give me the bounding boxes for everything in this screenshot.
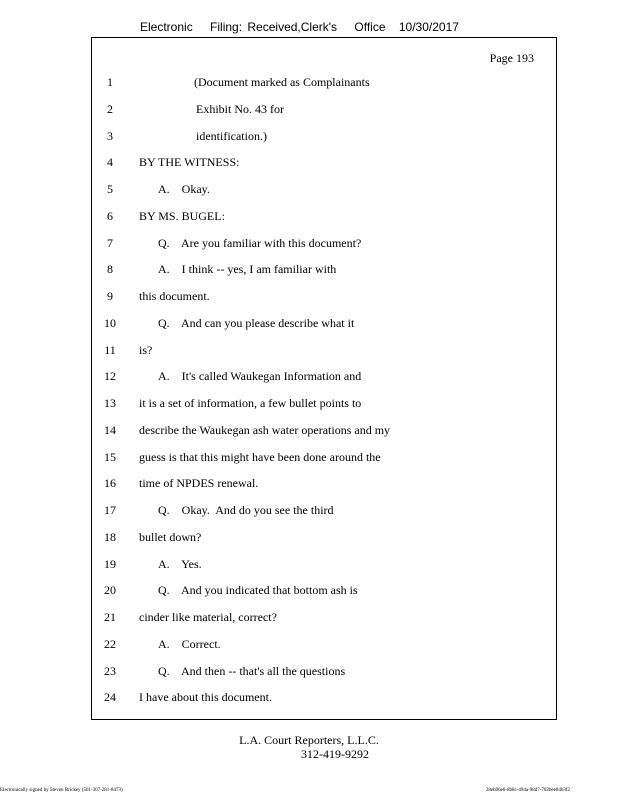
line-text: A. I think -- yes, I am familiar with xyxy=(158,262,337,277)
line-number: 6 xyxy=(107,208,113,223)
line-number: 16 xyxy=(104,476,116,491)
line-text: I have about this document. xyxy=(139,690,272,705)
line-text: is? xyxy=(139,342,153,357)
transcript-line xyxy=(92,75,556,95)
line-text: Exhibit No. 43 for xyxy=(196,101,284,116)
transcript-line xyxy=(92,690,556,710)
line-text: cinder like material, correct? xyxy=(139,610,277,624)
transcript-line xyxy=(92,369,556,389)
transcript-page xyxy=(91,37,557,720)
line-number: 11 xyxy=(104,342,116,357)
transcript-line xyxy=(92,129,556,149)
line-number: 14 xyxy=(104,422,116,437)
transcript-line xyxy=(92,450,556,470)
transcript-line xyxy=(92,610,556,630)
line-text: A. Correct. xyxy=(158,636,221,651)
transcript-line xyxy=(92,664,556,684)
line-text: bullet down? xyxy=(139,529,202,544)
line-text: BY MS. BUGEL: xyxy=(139,208,225,223)
filing-stamp-header xyxy=(140,20,459,34)
footer-company: L.A. Court Reporters, L.L.C. xyxy=(239,733,379,747)
line-number: 3 xyxy=(107,128,113,143)
line-number: 9 xyxy=(107,289,113,303)
line-number: 23 xyxy=(104,663,116,678)
transcript-line xyxy=(92,476,556,496)
header-filing: Filing: xyxy=(210,20,243,34)
line-number: 22 xyxy=(104,636,116,651)
transcript-line xyxy=(92,343,556,363)
signature-left: Electronically signed by Steven Brickey (501-307-281-8473) xyxy=(0,788,123,793)
transcript-line xyxy=(92,102,556,122)
line-text: describe the Waukegan ash water operations and my xyxy=(139,422,391,437)
header-date: 10/30/2017 xyxy=(398,20,459,34)
line-number: 8 xyxy=(107,262,113,277)
signature-right: 28eb96e6-8b8c-494a-98d7-702bee84b3f2 xyxy=(485,788,570,793)
header-electronic: Electronic xyxy=(140,20,193,34)
line-text: identification.) xyxy=(196,128,267,143)
line-number: 4 xyxy=(107,155,113,170)
footer-phone: 312-419-9292 xyxy=(301,747,369,761)
line-number: 10 xyxy=(104,315,116,330)
transcript-line xyxy=(92,289,556,309)
transcript-line xyxy=(92,503,556,523)
transcript-line xyxy=(92,182,556,202)
line-text: Q. And then -- that's all the questions xyxy=(158,663,346,678)
line-text: guess is that this might have been done around the xyxy=(139,449,381,464)
transcript-line xyxy=(92,583,556,603)
line-text: (Document marked as Complainants xyxy=(194,75,370,89)
line-number: 2 xyxy=(107,101,113,116)
line-text: A. Okay. xyxy=(158,182,210,196)
transcript-line xyxy=(92,637,556,657)
transcript-line xyxy=(92,236,556,256)
transcript-line xyxy=(92,316,556,336)
transcript-line xyxy=(92,557,556,577)
line-text: time of NPDES renewal. xyxy=(139,476,259,491)
page-number: Page 193 xyxy=(489,51,534,65)
line-number: 13 xyxy=(104,396,116,410)
transcript-line xyxy=(92,423,556,443)
line-number: 19 xyxy=(104,556,116,571)
transcript-line xyxy=(92,396,556,416)
line-text: A. It's called Waukegan Information and xyxy=(158,369,362,384)
line-number: 20 xyxy=(104,583,116,598)
line-number: 12 xyxy=(104,369,116,384)
line-number: 17 xyxy=(104,503,116,517)
line-number: 7 xyxy=(107,235,113,250)
transcript-line xyxy=(92,209,556,229)
line-number: 15 xyxy=(104,449,116,464)
line-number: 5 xyxy=(107,182,113,196)
transcript-line xyxy=(92,262,556,282)
line-number: 18 xyxy=(104,529,116,544)
line-number: 21 xyxy=(104,610,116,624)
header-received: Received,Clerk's xyxy=(247,20,338,34)
line-number: 1 xyxy=(107,75,113,89)
line-text: BY THE WITNESS: xyxy=(139,155,240,170)
line-text: this document. xyxy=(139,289,210,303)
line-text: A. Yes. xyxy=(158,556,202,571)
line-text: Q. Okay. And do you see the third xyxy=(158,503,334,517)
transcript-line xyxy=(92,155,556,175)
transcript-line xyxy=(92,530,556,550)
line-number: 24 xyxy=(104,690,116,705)
line-text: Q. And you indicated that bottom ash is xyxy=(158,583,358,598)
line-text: Q. And can you please describe what it xyxy=(158,315,355,330)
line-text: Q. Are you familiar with this document? xyxy=(158,235,362,250)
header-office: Office xyxy=(354,20,386,34)
line-text: it is a set of information, a few bullet points to xyxy=(139,396,362,410)
